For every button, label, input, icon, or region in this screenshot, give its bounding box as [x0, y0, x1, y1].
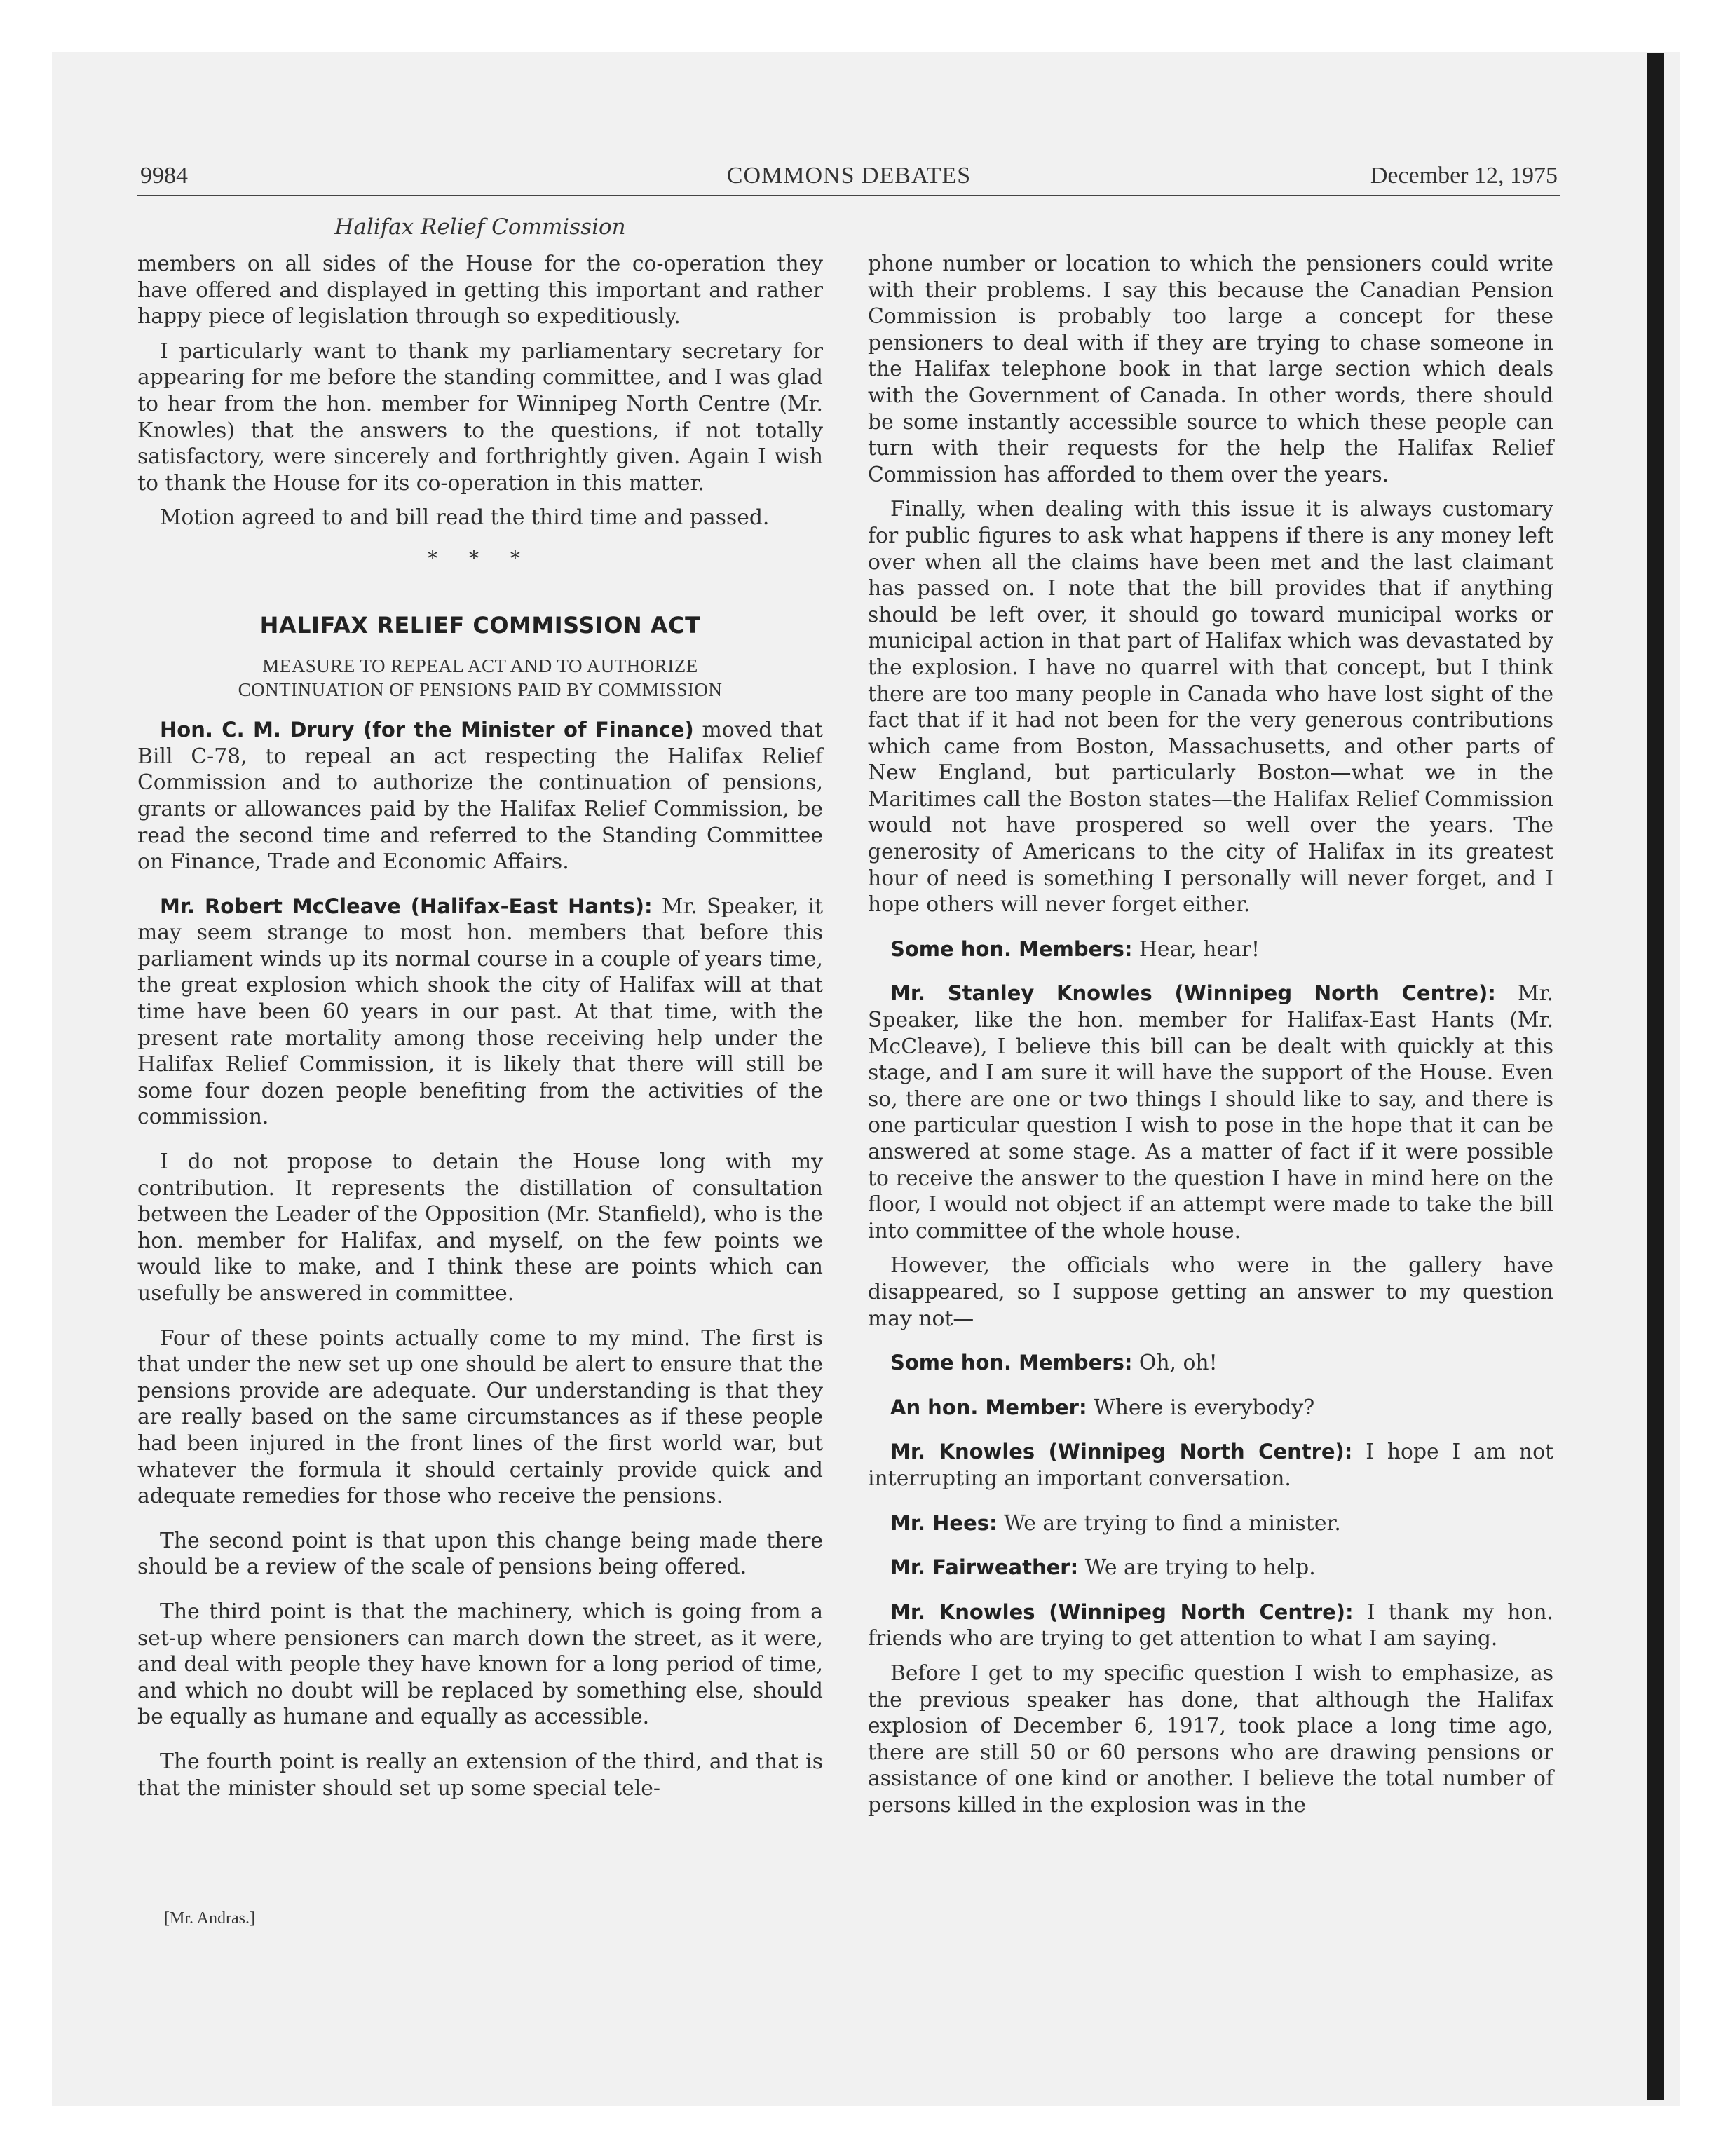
- speech-text: Where is everybody?: [1087, 1395, 1315, 1420]
- header-date: December 12, 1975: [1370, 163, 1558, 189]
- subheading-line: MEASURE TO REPEAL ACT AND TO AUTHORIZE: [262, 655, 698, 677]
- paragraph: Motion agreed to and bill read the third time and passed.: [160, 505, 770, 531]
- right-column: [868, 251, 1553, 1827]
- speaker-name: Mr. Robert McCleave (Halifax-East Hants):: [160, 894, 653, 918]
- section-heading: HALIFAX RELIEF COMMISSION ACT: [259, 611, 701, 639]
- paragraph: I do not propose to detain the House long with my contribution. It represents the distillation of consultation between the Leader of the Opposition (Mr. Stanfield), who is the hon. member for Halifax, and myself, on the few points we would like to make, and I think these are points which can usefully be answered in committee.: [137, 1149, 823, 1306]
- paragraph: [868, 1439, 1553, 1492]
- paragraph: [868, 1510, 1553, 1537]
- speech-text: We are trying to help.: [1078, 1555, 1316, 1581]
- speaker-name: Mr. Stanley Knowles (Winnipeg North Centre):: [890, 981, 1496, 1006]
- running-title: Halifax Relief Commission: [334, 214, 626, 240]
- paragraph: The fourth point is really an extension of the third, and that is that the minister should set up some special tele-: [137, 1749, 823, 1801]
- speech-text: moved that Bill C-78, to repeal an act respecting the Halifax Relief Commission and to authorize the continuation of pensions, grants or allowances paid by the Halifax Relief Commission, be read the second time and referred to the Standing Committee on Finance, Trade and Economic Affairs.: [137, 718, 823, 875]
- paragraph: [868, 981, 1553, 1244]
- paragraph: [868, 1350, 1553, 1377]
- paragraph: phone number or location to which the pensioners could write with their problems. I say this because the Canadian Pension Commission is probably too large a concept for these pensioners to deal with if they are trying to chase someone in the Halifax telephone book in that large section which deals with the Government of Canada. In other words, there should be some instantly accessible source to which these people can turn with their requests for the help the Halifax Relief Commission has afforded to them over the years.: [868, 252, 1553, 487]
- speaker-name: Some hon. Members:: [890, 936, 1133, 961]
- left-column: [137, 251, 823, 1810]
- paragraph: [868, 1599, 1553, 1652]
- page-header: [137, 163, 1560, 196]
- speech-text: Mr. Speaker, like the hon. member for Halifax-East Hants (Mr. McCleave), I believe this bill can be dealt with quickly at this stage, and I am sure it will have the support of the House. Even so, there are one or two things I should like to say, and there is one particular question I wish to pose in the hope that it can be answered at some stage. As a matter of fact if it were possible to receive the answer to the question I have in mind here on the floor, I would not object if an attempt were made to take the bill into committee of the whole house.: [868, 981, 1553, 1243]
- paragraph: The second point is that upon this change being made there should be a review of the scale of pensions being offered.: [137, 1528, 823, 1580]
- subheading-line: CONTINUATION OF PENSIONS PAID BY COMMISSION: [238, 679, 723, 701]
- paragraph: [137, 894, 823, 1131]
- speaker-name: Mr. Knowles (Winnipeg North Centre):: [890, 1599, 1354, 1624]
- paragraph: Before I get to my specific question I wish to emphasize, as the previous speaker has done, that although the Halifax explosion of December 6, 1917, took place a long time ago, there are still 50 or 60 persons who are drawing pensions or assistance of one kind or another. I believe the total number of persons killed in the explosion was in the: [868, 1660, 1553, 1817]
- speaker-name: Mr. Fairweather:: [890, 1555, 1079, 1580]
- speech-text: I hope I am not interrupting an important conversation.: [868, 1440, 1554, 1491]
- paragraph: Finally, when dealing with this issue it is always customary for public figures to ask what happens if there is any money left over when all the claims have been met and the last claimant has passed on. I note that the bill provides that if anything should be left over, it should go toward municipal works or municipal action in that part of Halifax which was devastated by the explosion. I have no quarrel with that concept, but I think there are too many people in Canada who have lost sight of the fact that if it had not been for the very generous contributions which came from Boston, Massachusetts, and other parts of New England, but particularly Boston—what we in the Maritimes call the Boston states—the Halifax Relief Commission would not have prospered so well over the years. The generosity of Americans to the city of Halifax in its greatest hour of need is something I personally will never forget, and I hope others will never forget either.: [868, 497, 1553, 917]
- speaker-footnote: [Mr. Andras.]: [164, 1909, 255, 1928]
- speech-text: Mr. Speaker, it may seem strange to most hon. members that before this parliament winds up its normal course in a couple of years time, the great explosion which shook the city of Halifax will at that time have been 60 years in our past. At that time, with the present rate mortality among those receiving help under the Halifax Relief Commission, it is likely that there will still be some four dozen people benefiting from the activities of the commission.: [137, 894, 823, 1130]
- publication-title: COMMONS DEBATES: [726, 163, 972, 189]
- speech-text: Hear, hear!: [1132, 936, 1260, 962]
- section-divider: * * *: [428, 546, 533, 570]
- paragraph: [868, 1555, 1553, 1581]
- speech-text: I thank my hon. friends who are trying to get attention to what I am saying.: [868, 1599, 1554, 1651]
- paragraph: [868, 1395, 1553, 1421]
- page-number: 9984: [140, 163, 188, 189]
- paragraph: However, the officials who were in the gallery have disappeared, so I suppose getting an answer to my question may not—: [868, 1253, 1553, 1331]
- speaker-name: Mr. Hees:: [890, 1510, 998, 1535]
- paragraph: Four of these points actually come to my mind. The first is that under the new set up one should be alert to ensure that the pensions provide are adequate. Our understanding is that they are really based on the same circumstances as if these people had been injured in the front lines of the first world war, but whatever the formula it should certainly provide quick and adequate remedies for those who receive the pensions.: [137, 1325, 823, 1509]
- paragraph: [137, 717, 823, 875]
- paragraph: [868, 936, 1553, 963]
- speaker-name: Mr. Knowles (Winnipeg North Centre):: [890, 1440, 1353, 1464]
- paragraph: members on all sides of the House for the co-operation they have offered and displayed in getting this important and rather happy piece of legislation through so expeditiously.: [137, 252, 823, 329]
- speaker-name: An hon. Member:: [890, 1395, 1087, 1419]
- speech-text: We are trying to find a minister.: [997, 1510, 1341, 1536]
- speech-text: Oh, oh!: [1132, 1351, 1218, 1376]
- section-subheading: [137, 654, 823, 702]
- speaker-name: Some hon. Members:: [890, 1351, 1133, 1375]
- scan-edge-bar: [1647, 53, 1664, 2100]
- paragraph: The third point is that the machinery, which is going from a set-up where pensioners can march down the street, as it were, and deal with people they have known for a long period of time, and which no doubt will be replaced by something else, should be equally as humane and equally as accessible.: [137, 1599, 823, 1730]
- speaker-name: Hon. C. M. Drury (for the Minister of Finance): [160, 718, 694, 742]
- paragraph: I particularly want to thank my parliamentary secretary for appearing for me before the standing committee, and I was glad to hear from the hon. member for Winnipeg North Centre (Mr. Knowles) that the answers to the questions, if not totally satisfactory, were sincerely and forthrightly given. Again I wish to thank the House for its co-operation in this matter.: [137, 339, 823, 496]
